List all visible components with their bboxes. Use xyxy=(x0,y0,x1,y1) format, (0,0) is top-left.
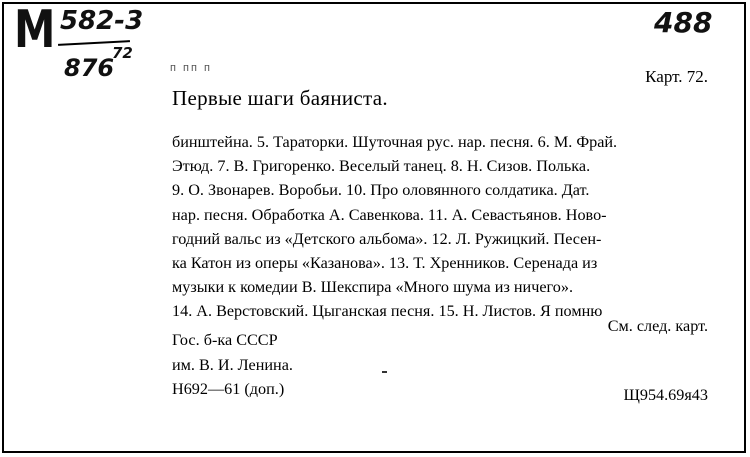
catalog-code: Н692—61 (доп.) xyxy=(172,380,285,398)
body-line: нар. песня. Обработка А. Савенкова. 11. А. Севастьянов. Ново- xyxy=(172,205,607,224)
body-line: 9. О. Звонарев. Воробьи. 10. Про оловянного солдатика. Дат. xyxy=(172,181,590,200)
handwritten-shelf-number: 582-3 xyxy=(60,6,144,36)
card-label: Карт. 72. xyxy=(645,67,708,86)
body-line: годний вальс из «Детского альбома». 12. Л. Ружицкий. Песен- xyxy=(172,229,602,248)
handwritten-acquisition-number: 876 xyxy=(64,54,115,82)
handwritten-corner-number: 488 xyxy=(654,6,713,39)
body-line: бинштейна. 5. Тараторки. Шуточная рус. нар. песня. 6. М. Фрай. xyxy=(172,133,618,151)
body-line: Этюд. 7. В. Григоренко. Веселый танец. 8. Н. Сизов. Полька. xyxy=(172,157,591,176)
ink-dot xyxy=(382,371,387,373)
classification-code: Щ954.69я43 xyxy=(623,386,708,404)
body-line: 14. А. Верстовский. Цыганская песня. 15. Н. Листов. Я помню xyxy=(172,302,603,321)
body-line: музыки к комедии В. Шекспира «Много шума из ничего». xyxy=(172,278,574,297)
body-line: ка Катон из оперы «Казанова». 13. Т. Хренников. Серенада из xyxy=(172,254,598,273)
next-card-note: См. след. карт. xyxy=(607,317,708,335)
library-name-line2: им. В. И. Ленина. xyxy=(172,356,293,374)
handwritten-acquisition-superscript: 72 xyxy=(112,44,133,62)
library-name: Гос. б-ка СССР xyxy=(172,331,278,349)
card-body-text xyxy=(172,130,710,324)
handwritten-shelf-letter: М xyxy=(14,0,56,60)
book-title: Первые шаги баяниста. xyxy=(172,86,388,110)
smudged-text: п пп п xyxy=(170,62,212,74)
